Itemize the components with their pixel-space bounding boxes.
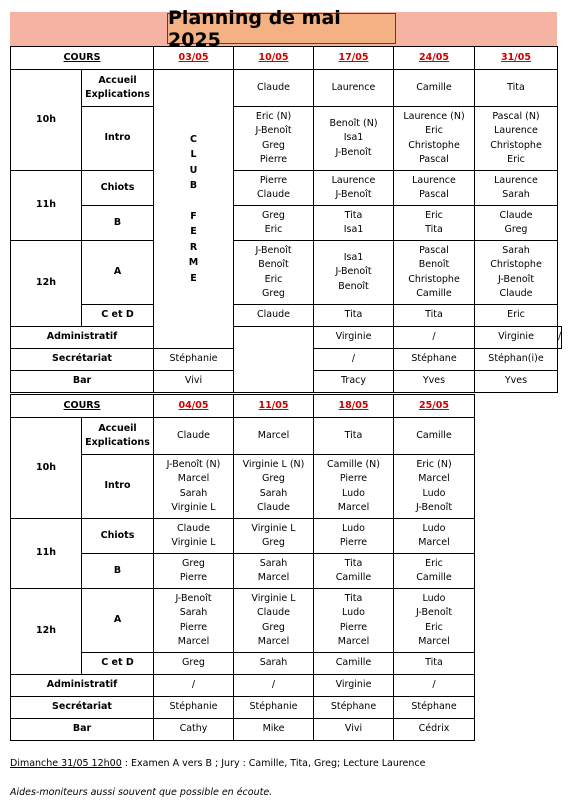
cell: J-Benoît Benoît Eric Greg xyxy=(234,241,314,305)
footer-dimanche xyxy=(10,758,425,769)
table-row xyxy=(11,697,475,719)
time-label: 10h xyxy=(11,418,82,519)
date-header: 11/05 xyxy=(234,395,314,418)
course-label: A xyxy=(82,241,154,305)
page-title: Planning de mai 2025 xyxy=(167,13,396,44)
cell: Mike xyxy=(234,719,314,741)
cell: Yves xyxy=(394,371,475,393)
cours-header: COURS xyxy=(11,395,154,418)
table-row xyxy=(11,206,562,241)
date-header: 10/05 xyxy=(234,47,314,70)
course-label: Accueil Explications xyxy=(82,70,154,107)
cell: Sarah xyxy=(234,653,314,675)
table-row xyxy=(11,519,475,554)
course-label: A xyxy=(82,589,154,653)
cell: Ludo Pierre xyxy=(314,519,394,554)
schedule-table-week1 xyxy=(10,46,562,393)
cell: Claude xyxy=(234,70,314,107)
cell: Virginie L Greg xyxy=(234,519,314,554)
cell: Virginie xyxy=(314,675,394,697)
cell: Tita xyxy=(394,653,475,675)
table-row xyxy=(11,70,562,107)
cell: Vivi xyxy=(314,719,394,741)
cell: Virginie xyxy=(314,327,394,349)
cell: / xyxy=(558,327,562,349)
cell: Benoît (N) Isa1 J-Benoît xyxy=(314,107,394,171)
time-label: 12h xyxy=(11,241,82,327)
cell: Stéphanie xyxy=(154,697,234,719)
cell: Ludo Marcel xyxy=(394,519,475,554)
cell: Stéphanie xyxy=(154,349,234,371)
cell: Sarah Christophe J-Benoît Claude xyxy=(475,241,558,305)
cell: Claude xyxy=(154,418,234,455)
cell: Laurence J-Benoît xyxy=(314,171,394,206)
course-label: B xyxy=(82,206,154,241)
course-label: B xyxy=(82,554,154,589)
footer-dimanche-label: Dimanche 31/05 12h00 xyxy=(10,758,122,769)
table-row xyxy=(11,171,562,206)
date-header: 03/05 xyxy=(154,47,234,70)
cell: / xyxy=(394,327,475,349)
cell: Greg Pierre xyxy=(154,554,234,589)
cell: Camille xyxy=(394,70,475,107)
cell: Eric (N) Marcel Ludo J-Benoît xyxy=(394,455,475,519)
table-row xyxy=(11,719,475,741)
cell: Cédrix xyxy=(394,719,475,741)
footer-dimanche-text: : Examen A vers B ; Jury : Camille, Tita, Greg; Lecture Laurence xyxy=(121,758,426,769)
cell: Eric (N) J-Benoît Greg Pierre xyxy=(234,107,314,171)
date-header: 24/05 xyxy=(394,47,475,70)
role-label: Secrétariat xyxy=(11,697,154,719)
cell: Tita xyxy=(394,305,475,327)
cell: Claude Greg xyxy=(475,206,558,241)
cell: Cathy xyxy=(154,719,234,741)
cours-header: COURS xyxy=(11,47,154,70)
course-label: C et D xyxy=(82,653,154,675)
club-ferme-cell: C L U B F E R M E xyxy=(154,70,234,349)
cell: Tita Isa1 xyxy=(314,206,394,241)
header-row xyxy=(11,395,475,418)
time-label: 11h xyxy=(11,171,82,241)
cell: Laurence (N) Eric Christophe Pascal xyxy=(394,107,475,171)
cell: Claude xyxy=(234,305,314,327)
cell: Pascal Benoît Christophe Camille xyxy=(394,241,475,305)
cell: Pascal (N) Laurence Christophe Eric xyxy=(475,107,558,171)
date-header: 04/05 xyxy=(154,395,234,418)
table-row xyxy=(11,305,562,327)
cell: Stéphanie xyxy=(234,697,314,719)
cell: J-Benoît Sarah Pierre Marcel xyxy=(154,589,234,653)
cell: Marcel xyxy=(234,418,314,455)
cell: Yves xyxy=(475,371,558,393)
course-label: Intro xyxy=(82,455,154,519)
cell: Camille (N) Pierre Ludo Marcel xyxy=(314,455,394,519)
cell: Greg xyxy=(154,653,234,675)
cell: Eric Camille xyxy=(394,554,475,589)
cell: Tita Ludo Pierre Marcel xyxy=(314,589,394,653)
date-header: 18/05 xyxy=(314,395,394,418)
cell: Tita xyxy=(475,70,558,107)
date-header: 17/05 xyxy=(314,47,394,70)
cell: / xyxy=(154,675,234,697)
cell: / xyxy=(234,675,314,697)
cell: Virginie L Claude Greg Marcel xyxy=(234,589,314,653)
cell: Camille xyxy=(314,653,394,675)
header-row xyxy=(11,47,562,70)
table-row xyxy=(11,589,475,653)
cell: Laurence Pascal xyxy=(394,171,475,206)
table-row xyxy=(11,241,562,305)
schedule-table-week2 xyxy=(10,394,475,741)
cell: Tracy xyxy=(314,371,394,393)
role-label: Administratif xyxy=(11,675,154,697)
cell: / xyxy=(394,675,475,697)
empty-cell xyxy=(234,327,314,393)
cell: J-Benoît (N) Marcel Sarah Virginie L xyxy=(154,455,234,519)
cell: Virginie L (N) Greg Sarah Claude xyxy=(234,455,314,519)
role-label: Bar xyxy=(11,719,154,741)
time-label: 10h xyxy=(11,70,82,171)
cell: Laurence Sarah xyxy=(475,171,558,206)
cell: Eric Tita xyxy=(394,206,475,241)
role-label: Administratif xyxy=(11,327,154,349)
course-label: Intro xyxy=(82,107,154,171)
table-row xyxy=(11,675,475,697)
time-label: 11h xyxy=(11,519,82,589)
cell: Laurence xyxy=(314,70,394,107)
cell: Pierre Claude xyxy=(234,171,314,206)
cell: Ludo J-Benoît Eric Marcel xyxy=(394,589,475,653)
cell: Stéphane xyxy=(394,697,475,719)
date-header: 31/05 xyxy=(475,47,558,70)
time-label: 12h xyxy=(11,589,82,675)
role-label: Bar xyxy=(11,371,154,393)
cell: Camille xyxy=(394,418,475,455)
course-label: Accueil Explications xyxy=(82,418,154,455)
table-row xyxy=(11,107,562,171)
cell: Stéphane xyxy=(314,697,394,719)
course-label: C et D xyxy=(82,305,154,327)
footer-note: Aides-moniteurs aussi souvent que possible en écoute. xyxy=(10,787,273,798)
course-label: Chiots xyxy=(82,519,154,554)
course-label: Chiots xyxy=(82,171,154,206)
date-header: 25/05 xyxy=(394,395,475,418)
cell: Tita xyxy=(314,418,394,455)
cell: Eric xyxy=(475,305,558,327)
cell: Greg Eric xyxy=(234,206,314,241)
cell: Tita xyxy=(314,305,394,327)
role-label: Secrétariat xyxy=(11,349,154,371)
cell: Tita Camille xyxy=(314,554,394,589)
cell: Virginie xyxy=(475,327,558,349)
cell: Isa1 J-Benoît Benoît xyxy=(314,241,394,305)
cell: / xyxy=(314,349,394,371)
cell: Sarah Marcel xyxy=(234,554,314,589)
cell: Claude Virginie L xyxy=(154,519,234,554)
cell: Stéphan(i)e xyxy=(475,349,558,371)
cell: Vivi xyxy=(154,371,234,393)
table-row xyxy=(11,327,562,349)
table-row xyxy=(11,418,475,455)
cell: Stéphane xyxy=(394,349,475,371)
